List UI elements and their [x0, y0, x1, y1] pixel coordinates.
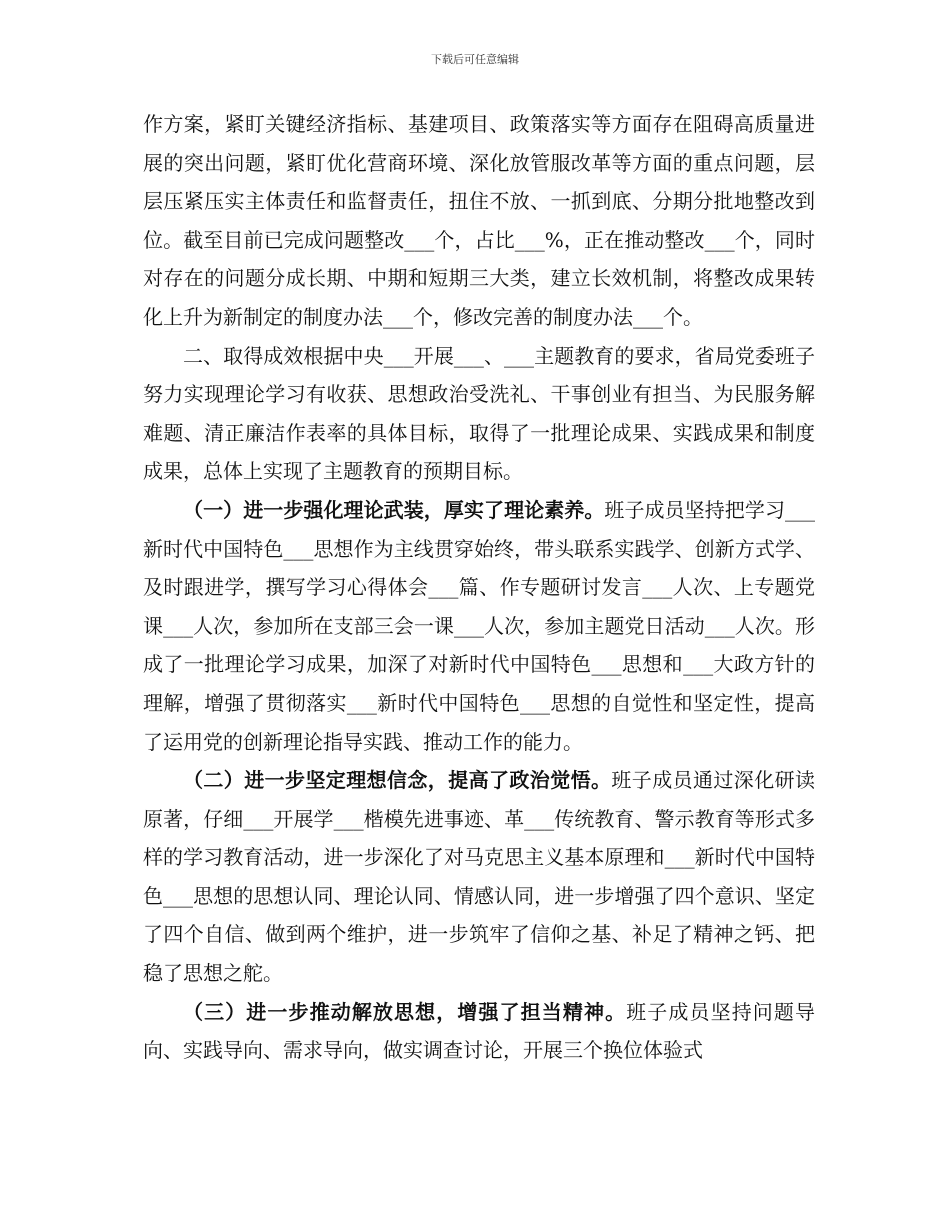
- paragraph-body: 班子成员坚持问题导向、实践导向、需求导向，做实调查讨论，开展三个换位体验式: [143, 999, 816, 1063]
- page-header: 下载后可任意编辑: [431, 53, 519, 66]
- paragraph-body: 班子成员通过深化研读原著，仔细___开展学___楷模先进事迹、革___传统教育、警示教育等形式多样的学习教育活动，进一步深化了对马克思主义基本原理和___新时代中国特色___思想的思想认同、理论认同、情感认同，进一步增强了四个意识、坚定了四个自信、做到两个维护，进一步筑牢了信仰之基、补足了精神之钙、把稳了思想之舵。: [143, 768, 816, 986]
- paragraph-item-one: [143, 491, 815, 761]
- document-body: [143, 105, 815, 1070]
- paragraph-body: 班子成员坚持把学习___新时代中国特色___思想作为主线贯穿始终，带头联系实践学、创新方式学、及时跟进学，撰写学习心得体会___篇、作专题研讨发言___人次、上专题党课___人次，参加所在支部三会一课___人次，参加主题党日活动___人次。形成了一批理论学习成果，加深了对新时代中国特色___思想和___大政方针的理解，增强了贯彻落实___新时代中国特色___思想的自觉性和坚定性，提高了运用党的创新理论指导实践、推动工作的能力。: [143, 497, 816, 754]
- paragraph-heading: （二）进一步坚定理想信念，提高了政治觉悟。: [183, 768, 612, 793]
- paragraph-body: 二、取得成效根据中央___开展___、___主题教育的要求，省局党委班子努力实现理论学习有收获、思想政治受洗礼、干事创业有担当、为民服务解难题、清正廉洁作表率的具体目标，取得了一批理论成果、实践成果和制度成果，总体上实现了主题教育的预期目标。: [143, 343, 815, 484]
- paragraph-item-three: [143, 993, 815, 1070]
- paragraph-section-two: [143, 337, 815, 491]
- paragraph-item-two: [143, 761, 815, 993]
- paragraph-body: 作方案，紧盯关键经济指标、基建项目、政策落实等方面存在阻碍高质量进展的突出问题，紧盯优化营商环境、深化放管服改革等方面的重点问题，层层压紧压实主体责任和监督责任，扭住不放、一抓到底、分期分批地整改到位。截至目前已完成问题整改___个，占比___%，正在推动整改___个，同时对存在的问题分成长期、中期和短期三大类，建立长效机制，将整改成果转化上升为新制定的制度办法___个，修改完善的制度办法___个。: [143, 112, 815, 329]
- paragraph-heading: （三）进一步推动解放思想，增强了担当精神。: [183, 999, 627, 1024]
- paragraph-continuation: [143, 105, 815, 337]
- paragraph-heading: （一）进一步强化理论武装，厚实了理论素养。: [183, 497, 605, 522]
